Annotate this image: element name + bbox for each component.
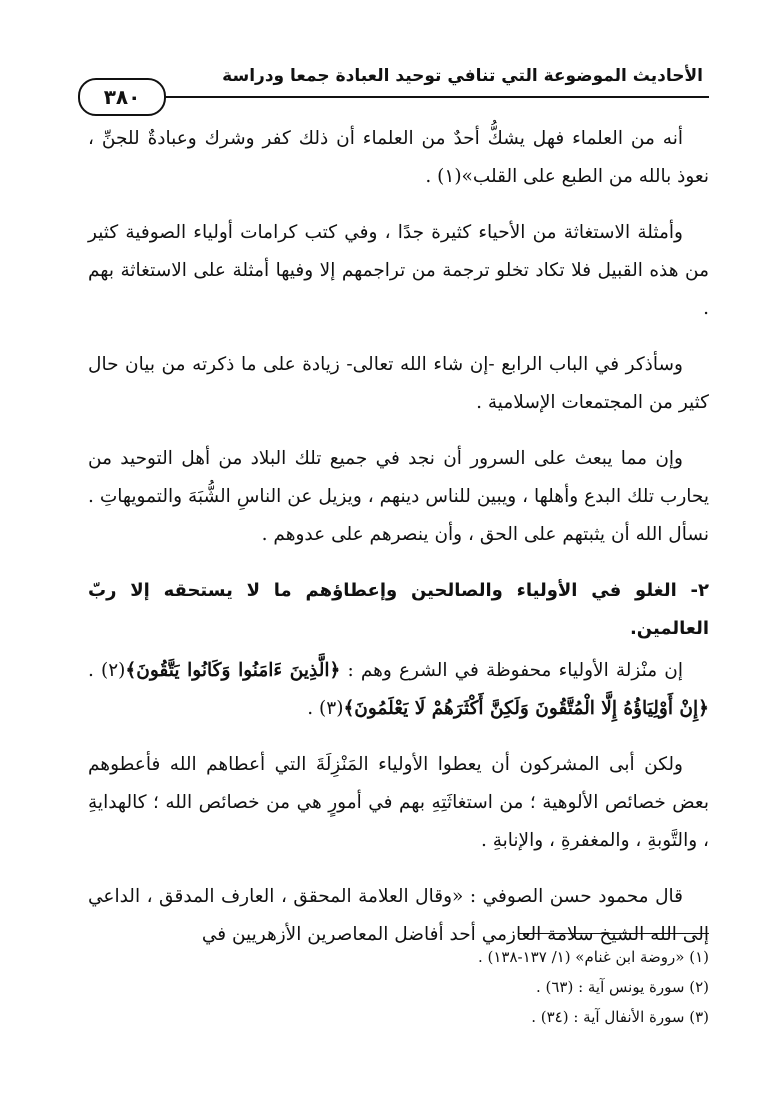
footnote-rule (519, 933, 709, 934)
paragraph: قال محمود حسن الصوفي : «وقال العلامة المحقق ، العارف المدقق ، الداعي إلى الله الشيخ سلامة العازمي أحد أفاضل المعاصرين الأزهريين في (88, 886, 709, 945)
body-text (88, 120, 709, 972)
verse-intro: إن منْزلة الأولياء محفوظة في الشرع وهم : (347, 660, 683, 681)
quran-verse: ﴿إِنْ أَوْلِيَاؤُهُ إِلَّا الْمُتَّقُونَ وَلَكِنَّ أَكْثَرَهُمْ لَا يَعْلَمُونَ﴾ (343, 698, 709, 719)
header-rule (78, 96, 709, 98)
paragraph: أنه من العلماء فهل يشكُّ أحدٌ من العلماء أن ذلك كفر وشرك وعبادةٌ للجنِّ ، نعوذ بالله من الطبع على القلب»(١) . (88, 128, 709, 187)
page-header (78, 60, 709, 109)
paragraph: ولكن أبى المشركون أن يعطوا الأولياء المَنْزِلَةَ التي أعطاهم الله فأعطوهم بعض خصائص الألوهية ؛ من استغاثَتِهِ بهم في أمورٍ هي من خصائص الله ؛ كالهدايةِ ، والتَّوبةِ ، والمغفرةِ ، والإنابةِ . (88, 754, 709, 851)
paragraph: وسأذكر في الباب الرابع -إن شاء الله تعالى- زيادة على ما ذكرته من بيان حال كثير من المجتمعات الإسلامية . (88, 354, 709, 413)
running-title: الأحاديث الموضوعة التي تنافي توحيد العبادة جمعا ودراسة (222, 66, 703, 86)
page-number: ٣٨٠ (78, 78, 166, 116)
footnotes (88, 942, 709, 1032)
footnote: (٣) سورة الأنفال آية : (٣٤) . (531, 1008, 709, 1026)
footnote-ref: (٣) . (307, 698, 344, 719)
footnote: (٢) سورة يونس آية : (٦٣) . (535, 978, 709, 996)
verse-paragraph (88, 652, 709, 728)
footnote: (١) «روضة ابن غنام» (١/ ١٣٧-١٣٨) . (477, 948, 709, 966)
footnote-ref: (٢) . (88, 660, 126, 681)
quran-verse: ﴿الَّذِينَ ءَامَنُوا وَكَانُوا يَتَّقُونَ﴾ (125, 660, 341, 681)
paragraph: وإن مما يبعث على السرور أن نجد في جميع تلك البلاد من أهل التوحيد من يحارب تلك البدع وأهلها ، ويبين للناس دينهم ، ويزيل عن الناسِ الشُّبَهَ والتمويهاتِ . نسأل الله أن يثبتهم على الحق ، وأن ينصرهم على عدوهم . (88, 448, 709, 545)
section-heading: ٢- الغلو في الأولياء والصالحين وإعطاؤهم ما لا يستحقه إلا ربّ العالمين. (88, 580, 709, 639)
paragraph: وأمثلة الاستغاثة من الأحياء كثيرة جدًا ، وفي كتب كرامات أولياء الصوفية كثير من هذه القبيل فلا تكاد تخلو ترجمة من تراجمهم إلا وفيها أمثلة على الاستغاثة بهم . (88, 222, 709, 319)
